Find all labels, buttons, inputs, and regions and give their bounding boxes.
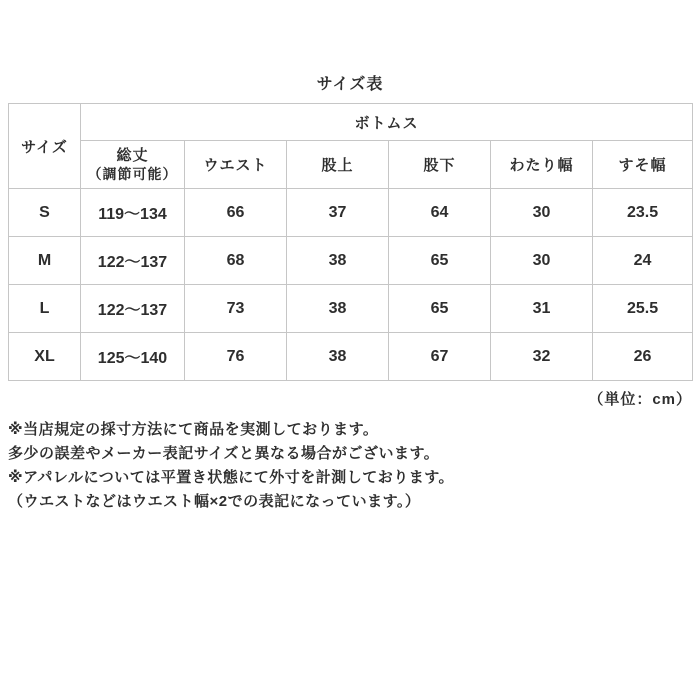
hem-cell: 24 bbox=[593, 237, 693, 285]
rise-cell: 37 bbox=[287, 189, 389, 237]
table-row-s bbox=[9, 189, 693, 237]
table-group-header-row bbox=[9, 104, 693, 141]
size-cell: S bbox=[9, 189, 81, 237]
col-header-rise: 股上 bbox=[287, 141, 389, 189]
adjustable-label: （調節可能） bbox=[87, 166, 178, 183]
inseam-cell: 64 bbox=[389, 189, 491, 237]
rise-cell: 38 bbox=[287, 333, 389, 381]
hem-cell: 25.5 bbox=[593, 285, 693, 333]
thigh-cell: 30 bbox=[491, 237, 593, 285]
table-column-header-row bbox=[9, 141, 693, 189]
inseam-cell: 67 bbox=[389, 333, 491, 381]
table-row-xl bbox=[9, 333, 693, 381]
hem-cell: 23.5 bbox=[593, 189, 693, 237]
waist-cell: 66 bbox=[185, 189, 287, 237]
col-header-waist: ウエスト bbox=[185, 141, 287, 189]
waist-cell: 68 bbox=[185, 237, 287, 285]
rise-cell: 38 bbox=[287, 285, 389, 333]
size-column-header: サイズ bbox=[9, 104, 81, 189]
thigh-cell: 31 bbox=[491, 285, 593, 333]
note-line-measure-method: ※当店規定の採寸方法にて商品を実測しております。 bbox=[8, 421, 379, 438]
length-cell: 122〜137 bbox=[81, 237, 185, 285]
waist-cell: 76 bbox=[185, 333, 287, 381]
note-line-waist-double: （ウエストなどはウエスト幅×2での表記になっています。） bbox=[8, 493, 421, 510]
length-cell: 125〜140 bbox=[81, 333, 185, 381]
rise-cell: 38 bbox=[287, 237, 389, 285]
hem-cell: 26 bbox=[593, 333, 693, 381]
note-line-tolerance: 多少の誤差やメーカー表記サイズと異なる場合がございます。 bbox=[8, 445, 440, 462]
measurement-notes bbox=[8, 418, 688, 514]
size-cell: M bbox=[9, 237, 81, 285]
inseam-cell: 65 bbox=[389, 237, 491, 285]
waist-cell: 73 bbox=[185, 285, 287, 333]
table-row-l bbox=[9, 285, 693, 333]
table-row-m bbox=[9, 237, 693, 285]
col-header-total-length bbox=[81, 141, 185, 189]
inseam-cell: 65 bbox=[389, 285, 491, 333]
category-header-bottoms: ボトムス bbox=[81, 104, 693, 141]
col-header-inseam: 股下 bbox=[389, 141, 491, 189]
total-length-label: 総丈 bbox=[116, 146, 149, 164]
thigh-cell: 32 bbox=[491, 333, 593, 381]
unit-note: （単位：cm） bbox=[588, 391, 692, 408]
size-table bbox=[8, 103, 693, 381]
length-cell: 122〜137 bbox=[81, 285, 185, 333]
col-header-hem-width: すそ幅 bbox=[593, 141, 693, 189]
thigh-cell: 30 bbox=[491, 189, 593, 237]
col-header-thigh-width: わたり幅 bbox=[491, 141, 593, 189]
page-title: サイズ表 bbox=[316, 76, 384, 93]
size-cell: XL bbox=[9, 333, 81, 381]
length-cell: 119〜134 bbox=[81, 189, 185, 237]
note-line-flat-measure: ※アパレルについては平置き状態にて外寸を計測しております。 bbox=[8, 469, 455, 486]
size-cell: L bbox=[9, 285, 81, 333]
